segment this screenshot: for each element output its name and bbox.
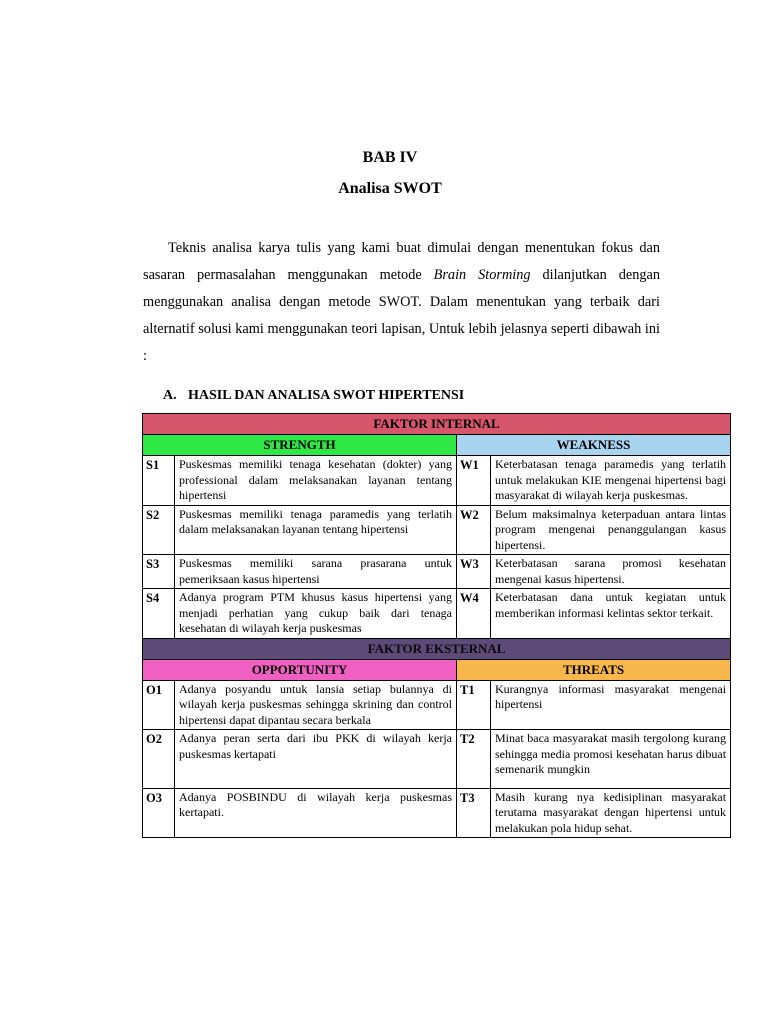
threats-header: THREATS: [457, 659, 731, 680]
opportunity-code: O1: [143, 680, 175, 730]
strength-text: Puskesmas memiliki tenaga kesehatan (dokter) yang professional dalam melaksanakan layanan tentang hipertensi: [175, 456, 457, 506]
weakness-code: W4: [457, 589, 491, 639]
threat-text: Kurangnya informasi masyarakat mengenai hipertensi: [491, 680, 731, 730]
table-row: [143, 505, 731, 555]
threat-code: T1: [457, 680, 491, 730]
intro-text-start: Teknis analisa karya tulis yang kami buat dimulai dengan menentukan fokus dan sasaran permasalahan menggunakan metode: [143, 240, 660, 283]
weakness-code: W2: [457, 505, 491, 555]
weakness-text: Keterbatasan dana untuk kegiatan untuk memberikan informasi kelintas sektor terkait.: [491, 589, 731, 639]
opportunity-code: O2: [143, 730, 175, 789]
intro-method-name: Brain Storming: [433, 267, 531, 283]
strength-header: STRENGTH: [143, 435, 457, 456]
opportunity-header: OPPORTUNITY: [143, 659, 457, 680]
opportunity-code: O3: [143, 788, 175, 838]
external-factor-row: [143, 638, 731, 659]
threat-code: T2: [457, 730, 491, 789]
external-factor-header: FAKTOR EKSTERNAL: [143, 638, 731, 659]
strength-code: S3: [143, 555, 175, 589]
sw-header-row: [143, 435, 731, 456]
table-row: [143, 680, 731, 730]
table-row: [143, 589, 731, 639]
internal-factor-header: FAKTOR INTERNAL: [143, 414, 731, 435]
weakness-text: Belum maksimalnya keterpaduan antara lintas program mengenai penanggulangan kasus hipertensi.: [491, 505, 731, 555]
opportunity-text: Adanya peran serta dari ibu PKK di wilayah kerja puskesmas kertapati: [175, 730, 457, 789]
chapter-title: Analisa SWOT: [338, 180, 442, 197]
table-row: [143, 555, 731, 589]
weakness-code: W3: [457, 555, 491, 589]
chapter-number: BAB IV: [362, 149, 418, 166]
strength-text: Puskesmas memiliki sarana prasarana untuk pemeriksaan kasus hipertensi: [175, 555, 457, 589]
swot-table: [142, 413, 731, 838]
threat-text: Minat baca masyarakat masih tergolong kurang sehingga media promosi kesehatan harus dibuat semenarik mungkin: [491, 730, 731, 789]
threat-code: T3: [457, 788, 491, 838]
weakness-text: Keterbatasan sarana promosi kesehatan mengenai kasus hipertensi.: [491, 555, 731, 589]
threat-text: Masih kurang nya kedisiplinan masyarakat terutama masyarakat dengan hipertensi untuk melakukan pola hidup sehat.: [491, 788, 731, 838]
opportunity-text: Adanya posyandu untuk lansia setiap bulannya di wilayah kerja puskesmas sehingga skrining dan control hipertensi dapat dipantau secara berkala: [175, 680, 457, 730]
intro-paragraph: [143, 235, 660, 370]
weakness-code: W1: [457, 456, 491, 506]
strength-text: Puskesmas memiliki tenaga paramedis yang terlatih dalam melaksanakan layanan tentang hipertensi: [175, 505, 457, 555]
strength-code: S4: [143, 589, 175, 639]
intro-text-end: dilanjutkan dengan menggunakan analisa dengan metode SWOT. Dalam menentukan yang terbaik dari alternatif solusi kami menggunakan teori lapisan, Untuk lebih jelasnya seperti dibawah ini :: [143, 267, 660, 364]
strength-code: S1: [143, 456, 175, 506]
weakness-text: Keterbatasan tenaga paramedis yang terlatih untuk melakukan KIE mengenai hipertensi bagi masyarakat di wilayah kerja puskesmas.: [491, 456, 731, 506]
strength-text: Adanya program PTM khusus kasus hipertensi yang menjadi perhatian yang cukup baik dari tenaga kesehatan di wilayah kerja puskesmas: [175, 589, 457, 639]
weakness-header: WEAKNESS: [457, 435, 731, 456]
strength-code: S2: [143, 505, 175, 555]
table-row: [143, 730, 731, 789]
section-heading: [163, 386, 464, 406]
opportunity-text: Adanya POSBINDU di wilayah kerja puskesmas kertapati.: [175, 788, 457, 838]
ot-header-row: [143, 659, 731, 680]
section-letter: A.: [163, 388, 177, 403]
section-title: HASIL DAN ANALISA SWOT HIPERTENSI: [188, 388, 465, 403]
internal-factor-row: [143, 414, 731, 435]
table-row: [143, 788, 731, 838]
table-row: [143, 456, 731, 506]
